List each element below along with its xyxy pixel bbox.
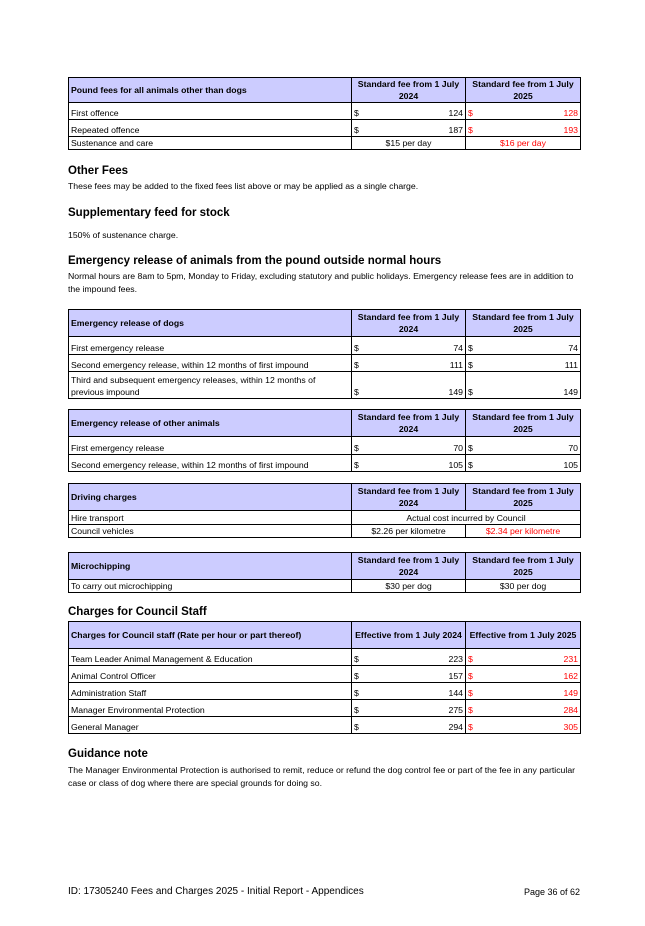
currency-symbol: $ (354, 705, 359, 715)
table-header-row (69, 310, 581, 337)
fee-2024 (352, 355, 466, 372)
fee-2025 (466, 717, 581, 734)
currency-symbol: $ (354, 360, 359, 370)
table-row (69, 666, 581, 683)
currency-symbol: $ (468, 654, 473, 664)
row-label: Repeated offence (69, 120, 352, 137)
fee-2025 (466, 437, 581, 455)
guidance-text: The Manager Environmental Protection is authorised to remit, reduce or refund the dog control fee or part of the fee in any particular case or class of dog where there are special grounds for doing so. (68, 765, 576, 788)
currency-symbol: $ (468, 360, 473, 370)
table-row (69, 120, 581, 137)
currency-symbol: $ (354, 125, 359, 135)
fee-2024 (352, 103, 466, 120)
footer-page-number: Page 36 of 62 (524, 887, 581, 897)
emergency-text: Normal hours are 8am to 5pm, Monday to Friday, excluding statutory and public holidays. Emergency release fees are in addition to the impound fees. (68, 271, 574, 294)
table-row (69, 717, 581, 734)
table-header-2024: Standard fee from 1 July 2024 (352, 78, 466, 103)
council-staff-heading: Charges for Council Staff (68, 606, 207, 618)
supplementary-heading: Supplementary feed for stock (68, 207, 230, 219)
row-label: To carry out microchipping (69, 580, 352, 593)
currency-symbol: $ (468, 343, 473, 353)
currency-symbol: $ (354, 722, 359, 732)
fee-2025 (466, 372, 581, 399)
table-header-2025: Standard fee from 1 July 2025 (466, 553, 581, 580)
currency-symbol: $ (354, 343, 359, 353)
row-label: First emergency release (69, 337, 352, 355)
currency-symbol: $ (468, 108, 473, 118)
table-row (69, 700, 581, 717)
table-header-row (69, 410, 581, 437)
fee-2025: $2.34 per kilometre (466, 525, 581, 538)
fee-2025 (466, 337, 581, 355)
fee-value: 70 (453, 443, 463, 453)
table-header-label: Emergency release of dogs (69, 310, 352, 337)
table-header-2025: Standard fee from 1 July 2025 (466, 484, 581, 511)
fee-2024: $2.26 per kilometre (352, 525, 466, 538)
table-header-row (69, 622, 581, 649)
fee-2024 (352, 649, 466, 666)
guidance-heading: Guidance note (68, 748, 148, 760)
table-header-2025: Standard fee from 1 July 2025 (466, 410, 581, 437)
fee-value: 124 (448, 108, 463, 118)
fee-2025 (466, 683, 581, 700)
fee-2025 (466, 355, 581, 372)
fee-value: 187 (448, 125, 463, 135)
fee-2024 (352, 683, 466, 700)
merged-fee: Actual cost incurred by Council (352, 511, 581, 525)
table-header-2024: Standard fee from 1 July 2024 (352, 410, 466, 437)
table-header-label: Charges for Council staff (Rate per hour or part thereof) (69, 622, 352, 649)
row-label: Sustenance and care (69, 137, 352, 150)
table-header-2025: Effective from 1 July 2025 (466, 622, 581, 649)
fee-2025 (466, 666, 581, 683)
row-label: First offence (69, 103, 352, 120)
emergency-dogs-table (68, 309, 581, 399)
emergency-other-table (68, 409, 581, 472)
row-label: Animal Control Officer (69, 666, 352, 683)
table-row (69, 437, 581, 455)
fee-2024: $15 per day (352, 137, 466, 150)
other-fees-text: These fees may be added to the fixed fees list above or may be applied as a single charge. (68, 181, 419, 191)
table-row (69, 525, 581, 538)
table-header-row (69, 553, 581, 580)
pound-fees-table (68, 77, 581, 150)
fee-2025: $16 per day (466, 137, 581, 150)
currency-symbol: $ (354, 387, 359, 397)
row-label: Administration Staff (69, 683, 352, 700)
fee-value: 275 (448, 705, 463, 715)
currency-symbol: $ (468, 387, 473, 397)
table-header-label: Driving charges (69, 484, 352, 511)
fee-2024 (352, 717, 466, 734)
currency-symbol: $ (354, 108, 359, 118)
fee-2025 (466, 103, 581, 120)
fee-2024 (352, 437, 466, 455)
fee-2025 (466, 700, 581, 717)
row-label: Council vehicles (69, 525, 352, 538)
fee-value: 149 (448, 387, 463, 397)
currency-symbol: $ (468, 125, 473, 135)
table-header-label: Pound fees for all animals other than dogs (69, 78, 352, 103)
fee-2024 (352, 666, 466, 683)
row-label: Second emergency release, within 12 months of first impound (69, 455, 352, 472)
fee-2024 (352, 700, 466, 717)
fee-value: 144 (448, 688, 463, 698)
currency-symbol: $ (468, 722, 473, 732)
fee-value: 70 (568, 443, 578, 453)
fee-2025 (466, 649, 581, 666)
fee-2025 (466, 120, 581, 137)
footer-document-id: ID: 17305240 Fees and Charges 2025 - Initial Report - Appendices (68, 886, 364, 897)
fee-2024 (352, 120, 466, 137)
fee-value: 74 (568, 343, 578, 353)
table-header-2025: Standard fee from 1 July 2025 (466, 310, 581, 337)
table-row (69, 511, 581, 525)
fee-value: 105 (448, 460, 463, 470)
currency-symbol: $ (354, 443, 359, 453)
row-label: General Manager (69, 717, 352, 734)
table-row (69, 683, 581, 700)
fee-value: 74 (453, 343, 463, 353)
currency-symbol: $ (354, 654, 359, 664)
table-header-2024: Effective from 1 July 2024 (352, 622, 466, 649)
fee-value: 111 (449, 360, 463, 370)
fee-2024 (352, 455, 466, 472)
table-row (69, 580, 581, 593)
row-label: First emergency release (69, 437, 352, 455)
fee-2024 (352, 372, 466, 399)
fee-2024 (352, 337, 466, 355)
currency-symbol: $ (468, 705, 473, 715)
table-header-2024: Standard fee from 1 July 2024 (352, 310, 466, 337)
currency-symbol: $ (354, 671, 359, 681)
fee-value: 231 (563, 654, 578, 664)
row-label: Manager Environmental Protection (69, 700, 352, 717)
table-header-row (69, 78, 581, 103)
currency-symbol: $ (354, 460, 359, 470)
table-header-2024: Standard fee from 1 July 2024 (352, 484, 466, 511)
currency-symbol: $ (468, 671, 473, 681)
table-row (69, 455, 581, 472)
fee-value: 128 (563, 108, 578, 118)
row-label: Team Leader Animal Management & Education (69, 649, 352, 666)
fee-value: 284 (563, 705, 578, 715)
table-header-2025: Standard fee from 1 July 2025 (466, 78, 581, 103)
fee-value: 149 (563, 387, 578, 397)
table-row (69, 649, 581, 666)
fee-2024: $30 per dog (352, 580, 466, 593)
microchipping-table (68, 552, 581, 593)
currency-symbol: $ (468, 443, 473, 453)
fee-value: 223 (448, 654, 463, 664)
fee-value: 162 (563, 671, 578, 681)
row-label: Third and subsequent emergency releases, within 12 months of previous impound (69, 372, 352, 399)
fee-value: 105 (563, 460, 578, 470)
council-staff-table (68, 621, 581, 734)
table-row (69, 103, 581, 120)
fee-value: 193 (563, 125, 578, 135)
fee-value: 305 (563, 722, 578, 732)
currency-symbol: $ (468, 460, 473, 470)
fee-value: 294 (448, 722, 463, 732)
currency-symbol: $ (354, 688, 359, 698)
table-header-label: Microchipping (69, 553, 352, 580)
row-label: Hire transport (69, 511, 352, 525)
fee-2025: $30 per dog (466, 580, 581, 593)
table-row (69, 355, 581, 372)
table-row (69, 372, 581, 399)
other-fees-heading: Other Fees (68, 165, 129, 177)
fee-value: 111 (564, 360, 578, 370)
table-row (69, 337, 581, 355)
fee-2025 (466, 455, 581, 472)
fee-value: 157 (448, 671, 463, 681)
table-row (69, 137, 581, 150)
table-header-2024: Standard fee from 1 July 2024 (352, 553, 466, 580)
supplementary-text: 150% of sustenance charge. (68, 230, 179, 240)
table-header-row (69, 484, 581, 511)
emergency-heading: Emergency release of animals from the pound outside normal hours (68, 255, 442, 267)
currency-symbol: $ (468, 688, 473, 698)
driving-charges-table (68, 483, 581, 538)
row-label: Second emergency release, within 12 months of first impound (69, 355, 352, 372)
fee-value: 149 (563, 688, 578, 698)
table-header-label: Emergency release of other animals (69, 410, 352, 437)
